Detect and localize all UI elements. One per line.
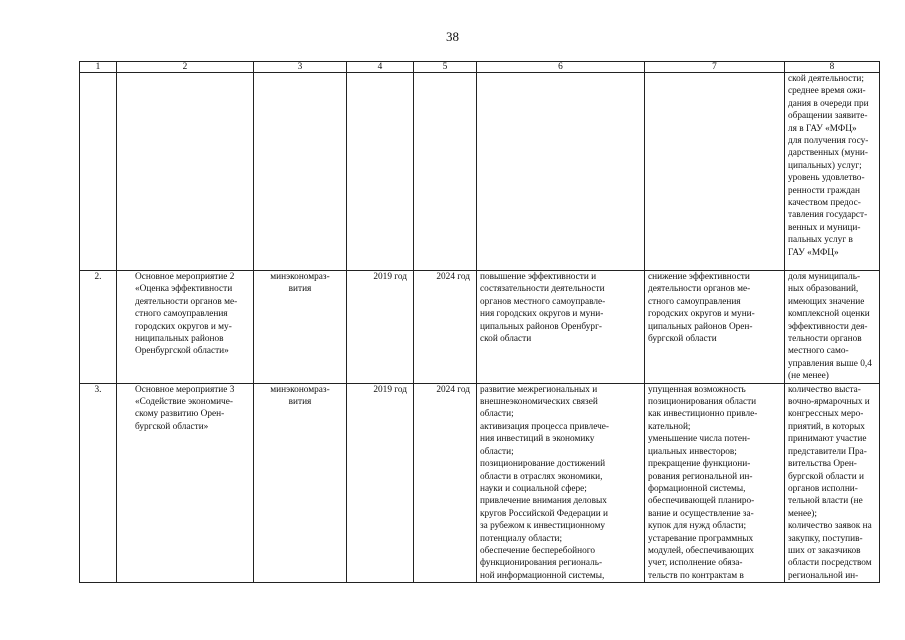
text-line: органов местного самоуправле- [480,296,606,307]
text-line: состязательности деятельности [480,284,605,295]
text-line: устаревание программных [648,533,754,544]
start-year-cell: 2019 год [347,383,414,583]
text-line: доля муниципаль- [788,272,861,282]
program-table [79,61,880,583]
text-line: стного самоуправления [648,296,741,307]
expected-result-cell [477,271,645,384]
text-line: ренности граждан [788,185,860,196]
text-line: области; [480,409,514,420]
text-line: учет, исполнение обяза- [648,558,743,569]
text-line: позиционирования области [648,397,757,408]
table-row-continuation [80,73,880,271]
text-line: внешнеэкономических связей [480,397,598,408]
text-line: как инвестиционно привле- [648,409,758,420]
text-line: местного само- [788,346,849,357]
text-line: скому развитию Орен- [135,409,225,420]
empty-cell [347,73,414,271]
text-line: ниципальных районов [135,334,224,345]
executor-cell [254,383,347,583]
text-line: прекращение функциони- [648,459,751,470]
text-line: минэкономраз- [270,272,330,282]
text-line: дарственных (муни- [788,148,868,159]
text-line: привлечение внимания деловых [480,496,607,507]
text-line: вочно-ярмарочных и [788,397,870,408]
text-line: «Содействие экономиче- [135,397,233,408]
table-row-2 [80,271,880,384]
text-line: стного самоуправления [135,309,228,320]
text-line: ля в ГАУ «МФЦ» [788,123,857,134]
consequences-cell [645,271,785,384]
text-line: обеспечивающей планиро- [648,496,755,507]
text-line: ципальных районов Орен- [648,321,753,332]
header-cell: 2 [117,62,254,73]
text-line: комплексной оценки [788,309,870,320]
text-line: деятельности органов ме- [648,284,751,295]
text-line: снижение эффективности [648,272,750,282]
start-year-cell: 2019 год [347,271,414,384]
empty-cell [645,73,785,271]
text-line: для получения госу- [788,136,869,147]
text-line: тельной власти (не [788,496,863,507]
text-line: ципальных районов Оренбург- [480,321,602,332]
text-line: за рубежом к инвестиционному [480,521,605,532]
text-line: ской области [480,334,532,345]
text-line: ния инвестиций в экономику [480,434,595,445]
text-line: ГАУ «МФЦ» [788,247,839,258]
text-line: ния городских округов и муни- [480,309,604,320]
text-line: конгрессных меро- [788,409,864,420]
text-line: среднее время ожи- [788,86,866,97]
text-line: бургской области [648,334,717,345]
text-line: области в отраслях экономики, [480,471,603,482]
text-line: менее); [788,508,817,519]
text-line: обращении заявите- [788,111,868,122]
text-line: Основное мероприятие 2 [135,272,235,282]
text-line: области; [480,446,514,457]
measure-name-cell [117,271,254,384]
empty-cell [254,73,347,271]
text-line: функционирования региональ- [480,558,603,569]
text-line: модулей, обеспечивающих [648,545,755,556]
text-line: управления выше 0,4 [788,358,872,369]
text-line: региональной ин- [788,570,859,581]
empty-cell [477,73,645,271]
header-cell: 3 [254,62,347,73]
empty-cell [80,73,117,271]
row-number: 3. [80,383,117,583]
text-line: обеспечение бесперебойного [480,545,595,556]
text-line: тельности органов [788,334,862,345]
text-line: рования региональной ин- [648,471,753,482]
text-line: количество выста- [788,384,861,395]
table-header-row [80,62,880,73]
text-line: ных образований, [788,284,859,295]
text-line: ших от заказчиков [788,545,861,556]
text-line: активизация процесса привлече- [480,421,609,432]
text-line: представители Пра- [788,446,867,457]
table-row-3 [80,383,880,583]
text-line: потенциалу области; [480,533,563,544]
indicator-cell [785,383,880,583]
text-line: кругов Российской Федерации и [480,508,608,519]
indicator-cell [785,73,880,271]
text-line: уровень удовлетво- [788,173,865,184]
consequences-cell [645,383,785,583]
text-line: повышение эффективности и [480,272,597,282]
text-line: формационной системы, [648,483,746,494]
text-line: принимают участие [788,434,867,445]
text-line: уменьшение числа потен- [648,434,751,445]
header-cell: 7 [645,62,785,73]
text-line: вительства Орен- [788,459,857,470]
end-year-cell: 2024 год [414,271,477,384]
text-line: ной информационной системы, [480,570,605,581]
header-cell: 1 [80,62,117,73]
empty-cell [117,73,254,271]
text-line: кательной; [648,421,691,432]
text-line: дания в очереди при [788,98,869,109]
header-cell: 6 [477,62,645,73]
text-line: (не менее) [788,371,829,382]
text-line: приятий, в которых [788,421,865,432]
text-line: тельств по контрактам в [648,570,744,581]
text-line: вание и осуществление за- [648,508,754,519]
text-line: Оренбургской области» [135,346,229,357]
text-line: венных и муници- [788,222,861,233]
text-line: развитие межрегиональных и [480,384,598,395]
text-line: органов исполни- [788,483,858,494]
executor-cell [254,271,347,384]
text-line: ской деятельности; [788,74,864,84]
text-line: эффективности дея- [788,321,868,332]
text-line: количество заявок на [788,521,872,532]
text-line: бургской области и [788,471,864,482]
text-line: городских округов и муни- [648,309,755,320]
text-line: имеющих значение [788,296,865,307]
text-line: качеством предос- [788,198,861,209]
row-number: 2. [80,271,117,384]
text-line: вития [288,397,312,408]
text-line: купок для нужд области; [648,521,747,532]
page-number: 38 [446,29,459,44]
end-year-cell: 2024 год [414,383,477,583]
measure-name-cell [117,383,254,583]
indicator-cell [785,271,880,384]
text-line: деятельности органов ме- [135,296,238,307]
header-cell: 4 [347,62,414,73]
text-line: позиционирование достижений [480,459,606,470]
header-cell: 5 [414,62,477,73]
text-line: области посредством [788,558,872,569]
text-line: минэкономраз- [270,384,330,395]
text-line: пальных услуг в [788,235,853,246]
text-line: ципальных) услуг; [788,160,862,171]
expected-result-cell [477,383,645,583]
text-line: циальных инвесторов; [648,446,737,457]
text-line: тавления государст- [788,210,868,221]
text-line: вития [288,284,312,295]
text-line: «Оценка эффективности [135,284,233,295]
text-line: упущенная возможность [648,384,746,395]
text-line: городских округов и му- [135,321,232,332]
text-line: науки и социальной сфере; [480,483,587,494]
text-line: бургской области» [135,421,209,432]
text-line: закупку, поступив- [788,533,863,544]
empty-cell [414,73,477,271]
text-line: Основное мероприятие 3 [135,384,235,395]
header-cell: 8 [785,62,880,73]
